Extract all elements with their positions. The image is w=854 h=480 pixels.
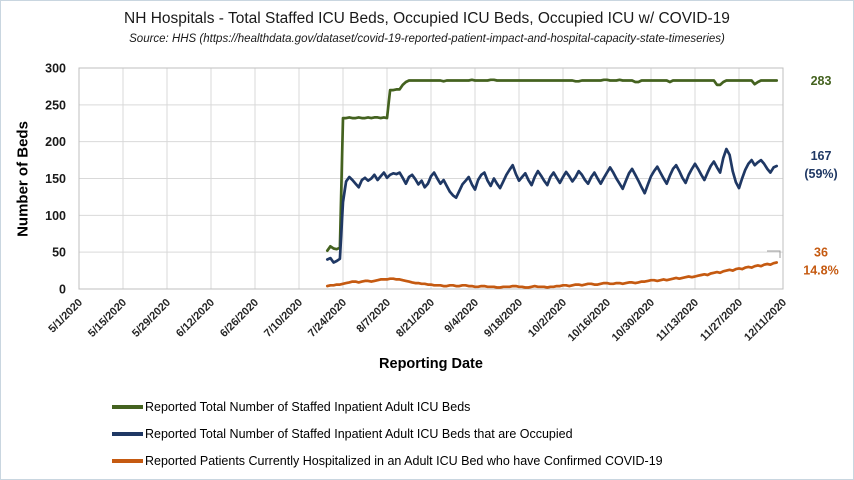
legend-swatch-total_staffed: [112, 405, 143, 409]
x-tick-label: 10/2/2020: [526, 296, 570, 340]
y-tick-label: 300: [45, 61, 66, 76]
legend-swatch-occupied: [112, 432, 143, 436]
annotation-occupied: 167: [810, 148, 832, 163]
chart-subtitle: Source: HHS (https://healthdata.gov/dataset/covid-19-reported-patient-impact-and-hospital-capacity-state-timeseries): [129, 33, 725, 45]
legend-swatch-covid_icu: [112, 459, 143, 463]
x-tick-label: 7/10/2020: [262, 296, 306, 340]
x-tick-label: 7/24/2020: [306, 296, 350, 340]
y-axis-title: Number of Beds: [14, 121, 32, 237]
x-tick-label: 11/13/2020: [654, 296, 702, 344]
x-tick-label: 10/16/2020: [565, 296, 614, 345]
y-tick-label: 100: [45, 208, 66, 223]
legend-label: Reported Patients Currently Hospitalized in an Adult ICU Bed who have Confirmed COVID-19: [145, 454, 663, 468]
annotation-total_staffed: 283: [810, 74, 832, 89]
x-tick-label: 5/1/2020: [46, 296, 86, 336]
legend-label: Reported Total Number of Staffed Inpatient Adult ICU Beds: [145, 400, 471, 414]
x-tick-label: 8/7/2020: [354, 296, 394, 336]
y-tick-label: 150: [45, 172, 66, 186]
chart-title: NH Hospitals - Total Staffed ICU Beds, Occupied ICU Beds, Occupied ICU w/ COVID-19: [124, 10, 730, 27]
legend: [112, 399, 663, 480]
legend-row: [112, 453, 663, 469]
x-tick-label: 5/29/2020: [130, 296, 174, 340]
x-tick-label: 9/18/2020: [482, 296, 526, 340]
y-tick-label: 200: [45, 135, 66, 150]
series-line-covid_icu: [327, 263, 776, 288]
series-line-total_staffed: [327, 80, 776, 251]
x-tick-label: 5/15/2020: [86, 296, 130, 340]
annotation-covid_icu: 36: [814, 245, 828, 260]
series-line-occupied: [327, 149, 776, 263]
y-tick-label: 50: [52, 245, 66, 260]
x-tick-label: 9/4/2020: [442, 296, 482, 336]
x-tick-label: 12/11/2020: [742, 296, 790, 344]
x-tick-label: 11/27/2020: [698, 296, 746, 344]
x-axis-title: Reporting Date: [379, 356, 483, 372]
x-tick-label: 6/26/2020: [218, 296, 262, 340]
annotation-covid_icu: 14.8%: [803, 263, 839, 278]
legend-label: Reported Total Number of Staffed Inpatient Adult ICU Beds that are Occupied: [145, 427, 573, 441]
x-tick-label: 6/12/2020: [174, 296, 218, 340]
x-tick-label: 8/21/2020: [394, 296, 438, 340]
y-tick-label: 250: [45, 98, 66, 113]
x-tick-label: 10/30/2020: [609, 296, 658, 345]
annotation-occupied: (59%): [804, 166, 838, 181]
legend-row: [112, 399, 663, 415]
legend-row: [112, 426, 663, 442]
y-tick-label: 0: [59, 282, 66, 297]
